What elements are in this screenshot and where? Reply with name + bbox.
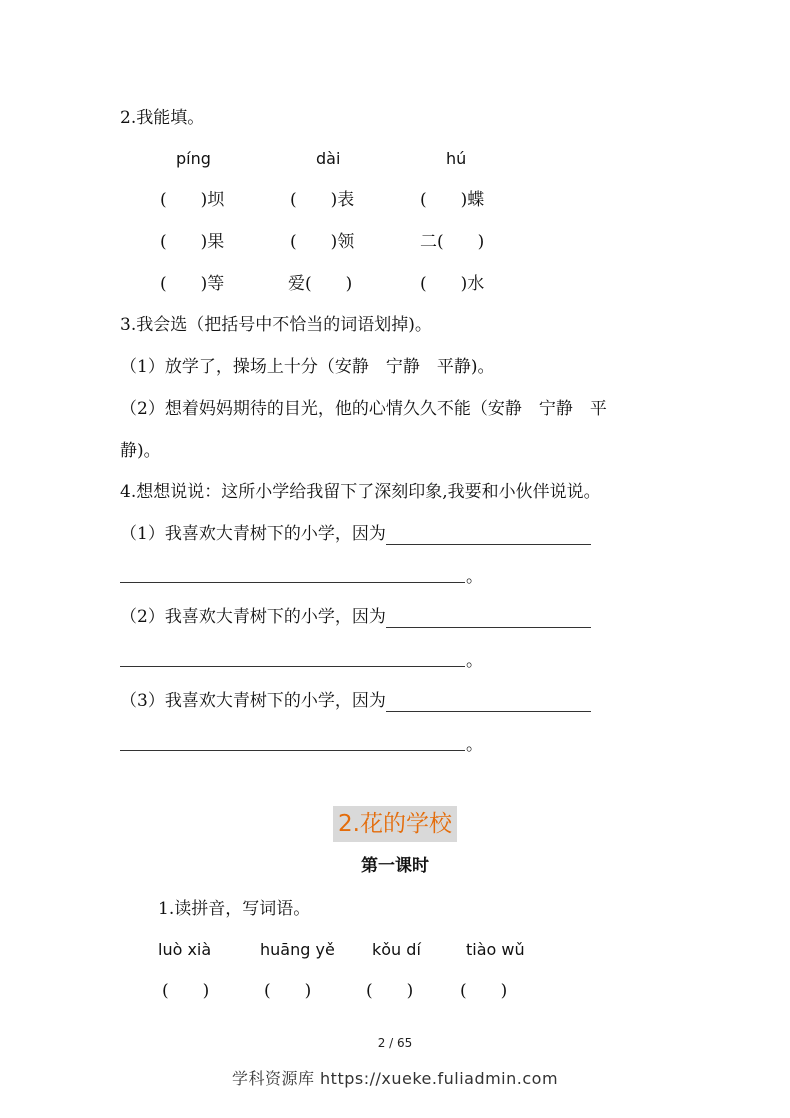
fill-item: ( )水 <box>420 274 485 294</box>
q2-title: 2.我能填。 <box>120 108 205 128</box>
pinyin-huangye: huāng yě <box>260 940 335 959</box>
answer-blank[interactable] <box>120 750 465 751</box>
fill-item: ( )等 <box>160 274 225 294</box>
page-number: 2 / 65 <box>377 1036 413 1050</box>
q3-item-2-line-2: 静)。 <box>120 441 161 461</box>
fill-item: ( )坝 <box>160 190 225 210</box>
q4-title: 4.想想说说：这所小学给我留下了深刻印象,我要和小伙伴说说。 <box>120 482 601 502</box>
fill-item: 爱( ) <box>288 274 353 294</box>
q3-title: 3.我会选（把括号中不恰当的词语划掉)。 <box>120 315 432 335</box>
pinyin-hu: hú <box>446 149 467 168</box>
q4-item-1 <box>120 523 591 545</box>
period: 。 <box>466 735 483 755</box>
answer-blank[interactable] <box>120 666 465 667</box>
fill-item: ( )表 <box>290 190 355 210</box>
lesson-title: 2.花的学校 <box>333 806 457 842</box>
watermark-footer: 学科资源库 https://xueke.fuliadmin.com <box>231 1069 559 1088</box>
answer-blank[interactable] <box>386 527 591 545</box>
q1-title: 1.读拼音，写词语。 <box>158 899 311 919</box>
q3-item-1: （1）放学了，操场上十分（安静 宁静 平静)。 <box>120 357 495 377</box>
pinyin-tiaowu: tiào wǔ <box>466 940 525 959</box>
answer-bracket[interactable]: ( ) <box>162 981 210 1001</box>
fill-item: 二( ) <box>420 232 485 252</box>
fill-item: ( )果 <box>160 232 225 252</box>
answer-blank[interactable] <box>386 610 591 628</box>
q4-item-3-text: （3）我喜欢大青树下的小学，因为 <box>120 691 386 711</box>
pinyin-koudi: kǒu dí <box>372 940 421 959</box>
answer-bracket[interactable]: ( ) <box>366 981 414 1001</box>
q4-item-3 <box>120 690 591 712</box>
fill-item: ( )领 <box>290 232 355 252</box>
pinyin-dai: dài <box>316 149 341 168</box>
answer-bracket[interactable]: ( ) <box>264 981 312 1001</box>
q3-item-2-line-1: （2）想着妈妈期待的目光，他的心情久久不能（安静 宁静 平 <box>120 399 607 419</box>
pinyin-luoxia: luò xià <box>158 940 212 959</box>
pinyin-ping: píng <box>176 149 211 168</box>
q4-item-2-text: （2）我喜欢大青树下的小学，因为 <box>120 607 386 627</box>
fill-item: ( )蝶 <box>420 190 485 210</box>
q4-item-1-text: （1）我喜欢大青树下的小学，因为 <box>120 524 386 544</box>
answer-bracket[interactable]: ( ) <box>460 981 508 1001</box>
period: 。 <box>466 651 483 671</box>
answer-blank[interactable] <box>386 694 591 712</box>
lesson-period-heading: 第一课时 <box>361 856 429 876</box>
answer-blank[interactable] <box>120 582 465 583</box>
period: 。 <box>466 567 483 587</box>
q4-item-2 <box>120 606 591 628</box>
